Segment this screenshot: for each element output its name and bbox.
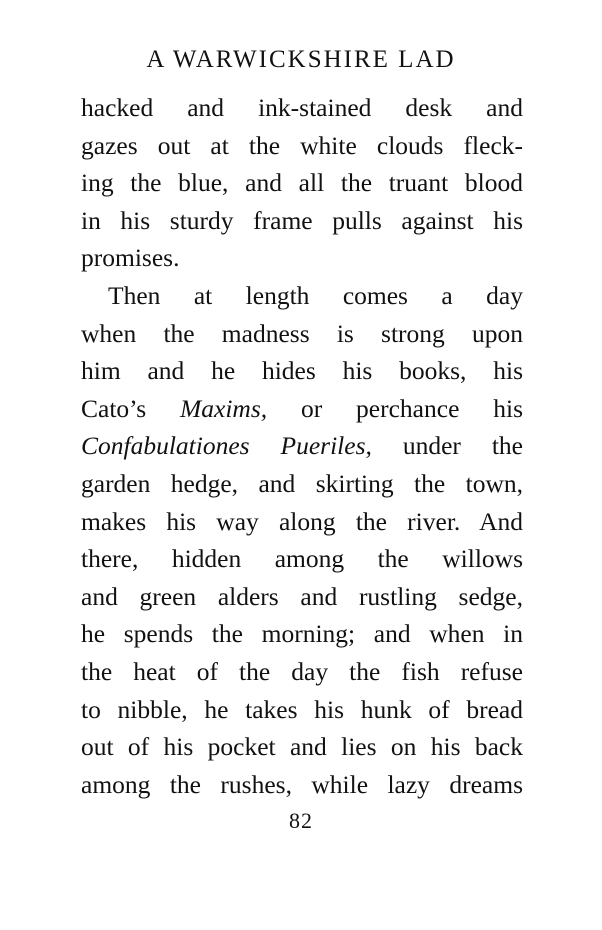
text-line-1: hacked and ink-stained desk and [81,93,523,122]
text-line-8: him and he hides his books, his [81,356,523,386]
text-line-12: makes his way along the river. And [81,506,523,536]
text-line-9-end: or perchance his [267,393,523,423]
body-text [81,89,523,803]
text-line-2: gazes out at the white clouds fleck- [81,130,523,160]
text-line-10 [81,427,523,465]
page-number: 82 [289,808,313,833]
text-line-5: promises. [81,243,180,273]
text-line-13: there, hidden among the willows [81,544,523,574]
text-line-3: ing the blue, and all the truant blood [81,168,523,198]
text-line-16: the heat of the day the fish refuse [81,656,523,686]
text-line-17: to nibble, he takes his hunk of bread [81,694,523,724]
text-line-7: when the madness is strong upon [81,318,523,348]
text-line-11: garden hedge, and skirting the town, [81,468,523,498]
book-title-confabulationes: Confabulationes Pueriles, [81,431,372,461]
text-line-6: Then at length comes a day [108,280,523,310]
text-line-15: he spends the morning; and when in [81,619,523,649]
text-line-10-end: under the [371,431,523,461]
text-line-14: and green alders and rustling sedge, [81,581,523,611]
text-line-4: in his sturdy frame pulls against his [81,205,523,235]
text-line-9-start: Cato’s [81,393,181,423]
text-line-9 [81,390,523,428]
text-line-19: among the rushes, while lazy dreams [81,769,523,799]
text-line-18: out of his pocket and lies on his back [81,732,523,762]
book-title-maxims: Maxims, [180,393,268,423]
running-head: A WARWICKSHIRE LAD [146,46,456,73]
